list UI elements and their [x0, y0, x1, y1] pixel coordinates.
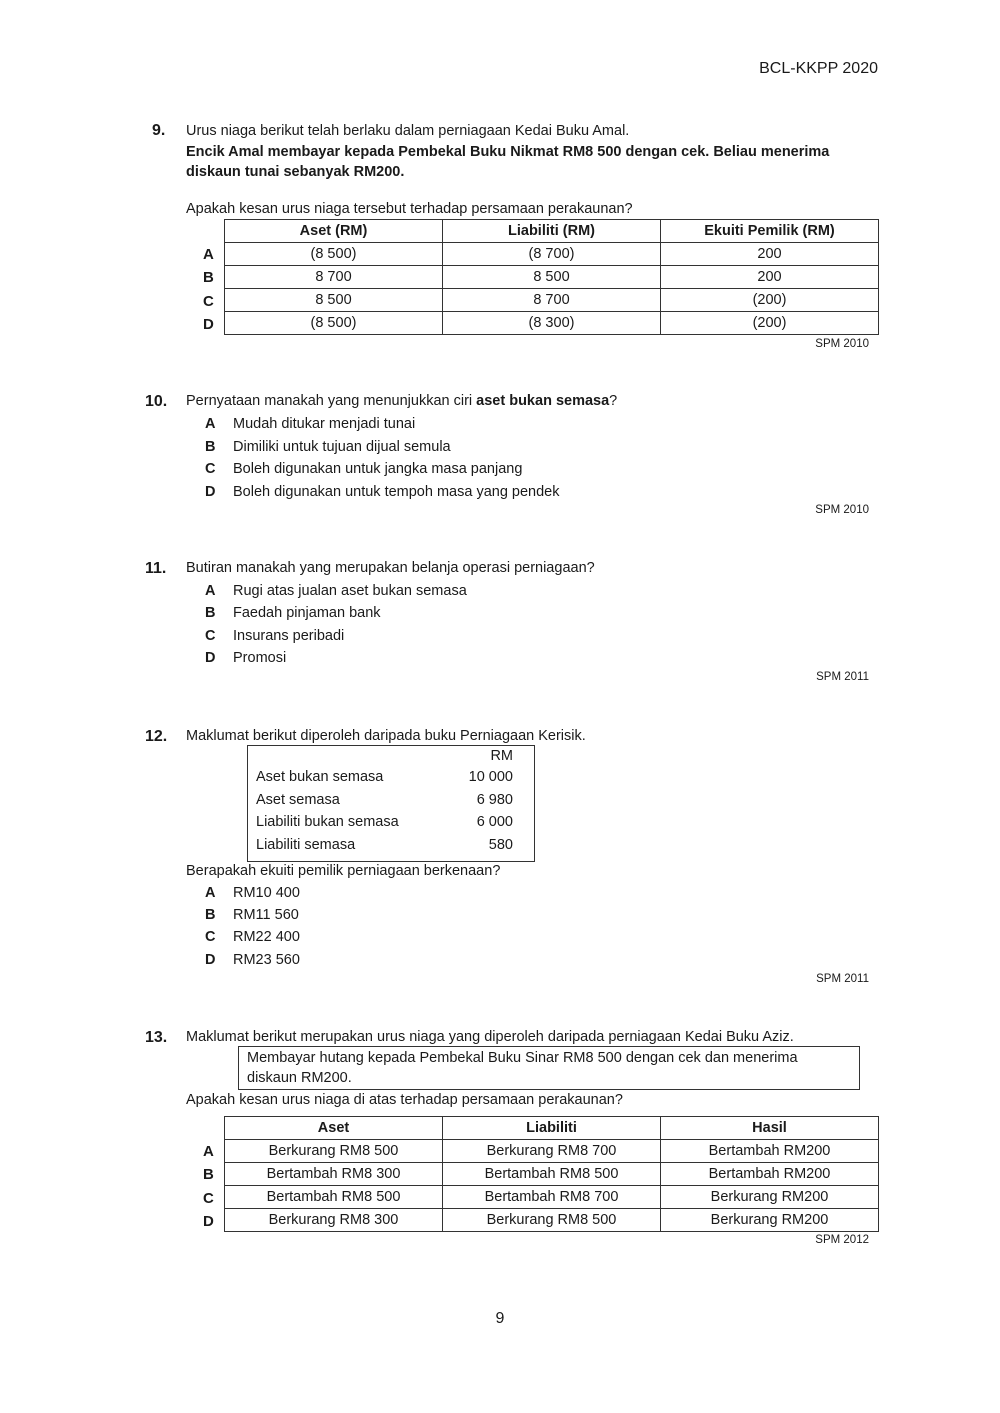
item-value: 6 980	[476, 792, 513, 808]
question-text: Berapakah ekuiti pemilik perniagaan berkenaan?	[186, 863, 501, 879]
item-value: 10 000	[468, 769, 513, 785]
row-letters	[203, 243, 214, 336]
table-cell: Bertambah RM200	[661, 1140, 879, 1163]
option-letter: C	[205, 461, 216, 477]
table-cell: (8 700)	[443, 243, 661, 266]
option-letter: B	[205, 605, 216, 621]
row-letters	[203, 1140, 214, 1233]
option-letter: D	[205, 650, 216, 666]
option-text: RM23 560	[233, 952, 300, 968]
transaction-line1: Membayar hutang kepada Pembekal Buku Sinar RM8 500 dengan cek dan menerima	[247, 1050, 798, 1066]
option-text: Faedah pinjaman bank	[233, 605, 381, 621]
option-text: RM22 400	[233, 929, 300, 945]
column-header: Aset (RM)	[225, 220, 443, 243]
option-letter: B	[205, 907, 216, 923]
question-text: Apakah kesan urus niaga di atas terhadap persamaan perakaunan?	[186, 1092, 623, 1108]
table-header-row	[225, 220, 879, 243]
table-cell: Bertambah RM8 500	[443, 1163, 661, 1186]
table-cell: (200)	[661, 312, 879, 335]
column-header: Liabiliti	[443, 1117, 661, 1140]
row-letter: D	[203, 315, 214, 333]
row-letter: A	[203, 246, 214, 263]
item-label: Liabiliti bukan semasa	[256, 814, 399, 830]
source-label: SPM 2011	[816, 973, 869, 985]
option-letter: A	[205, 583, 216, 599]
question-text	[186, 393, 617, 409]
source-label: SPM 2010	[815, 338, 869, 350]
financial-info-box	[247, 745, 535, 862]
table-cell: 200	[661, 243, 879, 266]
table-cell: Berkurang RM8 700	[443, 1140, 661, 1163]
table-cell: 8 700	[443, 289, 661, 312]
table-row	[225, 312, 879, 335]
option-letter: C	[205, 628, 216, 644]
option-text: Dimiliki untuk tujuan dijual semula	[233, 439, 451, 455]
table-cell: Berkurang RM8 500	[225, 1140, 443, 1163]
page-number: 9	[495, 1310, 505, 1327]
option-text: Promosi	[233, 650, 287, 666]
question-number: 12.	[145, 728, 168, 745]
column-header: Hasil	[661, 1117, 879, 1140]
unit-label: RM	[490, 748, 513, 764]
item-label: Liabiliti semasa	[256, 837, 356, 853]
option-text: Insurans peribadi	[233, 628, 345, 644]
question-text-pre: Pernyataan manakah yang menunjukkan ciri	[186, 393, 477, 409]
question-scenario-line1: Encik Amal membayar kepada Pembekal Buku Nikmat RM8 500 dengan cek. Beliau menerima	[186, 144, 830, 160]
question-intro: Urus niaga berikut telah berlaku dalam perniagaan Kedai Buku Amal.	[186, 123, 630, 139]
question-text-bold: aset bukan semasa	[476, 393, 610, 409]
option-text: Rugi atas jualan aset bukan semasa	[233, 583, 467, 599]
table-row	[225, 1140, 879, 1163]
table-cell: (8 500)	[225, 312, 443, 335]
table-cell: Bertambah RM200	[661, 1163, 879, 1186]
question-text-post: ?	[609, 393, 618, 409]
source-label: SPM 2010	[815, 504, 869, 516]
column-header: Liabiliti (RM)	[443, 220, 661, 243]
row-letter: B	[203, 1166, 214, 1184]
column-header: Ekuiti Pemilik (RM)	[661, 220, 879, 243]
option-text: RM11 560	[233, 907, 299, 923]
table-cell: Berkurang RM8 500	[443, 1209, 661, 1232]
table-cell: Bertambah RM8 500	[225, 1186, 443, 1209]
table-cell: 8 500	[225, 289, 443, 312]
item-label: Aset semasa	[256, 792, 340, 808]
row-letter: C	[203, 292, 214, 310]
source-label: SPM 2012	[815, 1234, 869, 1246]
answer-table	[224, 219, 879, 335]
table-row	[225, 266, 879, 289]
item-value: 580	[488, 837, 513, 853]
row-letter: B	[203, 269, 214, 287]
transaction-line2: diskaun RM200.	[247, 1070, 352, 1086]
question-scenario-line2: diskaun tunai sebanyak RM200.	[186, 164, 405, 180]
question-intro: Maklumat berikut diperoleh daripada buku Perniagaan Kerisik.	[186, 728, 586, 744]
option-letter: A	[205, 885, 216, 901]
option-letter: A	[205, 416, 216, 432]
question-number: 11.	[145, 560, 167, 577]
option-text: Boleh digunakan untuk tempoh masa yang pendek	[233, 484, 560, 500]
table-cell: Bertambah RM8 300	[225, 1163, 443, 1186]
table-cell: 8 500	[443, 266, 661, 289]
question-text: Apakah kesan urus niaga tersebut terhadap persamaan perakaunan?	[186, 201, 633, 217]
option-letter: C	[205, 929, 216, 945]
option-text: RM10 400	[233, 885, 300, 901]
table-cell: Bertambah RM8 700	[443, 1186, 661, 1209]
table-cell: 200	[661, 266, 879, 289]
table-cell: (8 300)	[443, 312, 661, 335]
source-label: SPM 2011	[816, 671, 869, 683]
table-header-row	[225, 1117, 879, 1140]
question-text: Butiran manakah yang merupakan belanja operasi perniagaan?	[186, 560, 595, 576]
question-number: 9.	[152, 122, 166, 139]
question-intro: Maklumat berikut merupakan urus niaga yang diperoleh daripada perniagaan Kedai Buku Aziz.	[186, 1029, 794, 1045]
option-letter: D	[205, 484, 216, 500]
option-text: Mudah ditukar menjadi tunai	[233, 416, 416, 432]
table-cell: (200)	[661, 289, 879, 312]
option-letter: D	[205, 952, 216, 968]
table-row	[225, 1163, 879, 1186]
table-cell: (8 500)	[225, 243, 443, 266]
document-header: BCL-KKPP 2020	[759, 60, 878, 77]
answer-table	[224, 1116, 879, 1232]
item-value: 6 000	[476, 814, 513, 830]
table-cell: Berkurang RM200	[661, 1209, 879, 1232]
table-cell: Berkurang RM8 300	[225, 1209, 443, 1232]
table-cell: Berkurang RM200	[661, 1186, 879, 1209]
question-number: 13.	[145, 1029, 168, 1046]
table-row	[225, 243, 879, 266]
table-row	[225, 1186, 879, 1209]
option-letter: B	[205, 439, 216, 455]
transaction-box	[238, 1046, 860, 1090]
item-label: Aset bukan semasa	[256, 769, 384, 785]
table-cell: 8 700	[225, 266, 443, 289]
table-row	[225, 1209, 879, 1232]
row-letter: A	[203, 1143, 214, 1160]
row-letter: C	[203, 1189, 214, 1207]
table-row	[225, 289, 879, 312]
column-header: Aset	[225, 1117, 443, 1140]
row-letter: D	[203, 1212, 214, 1230]
option-text: Boleh digunakan untuk jangka masa panjang	[233, 461, 523, 477]
question-number: 10.	[145, 393, 168, 410]
